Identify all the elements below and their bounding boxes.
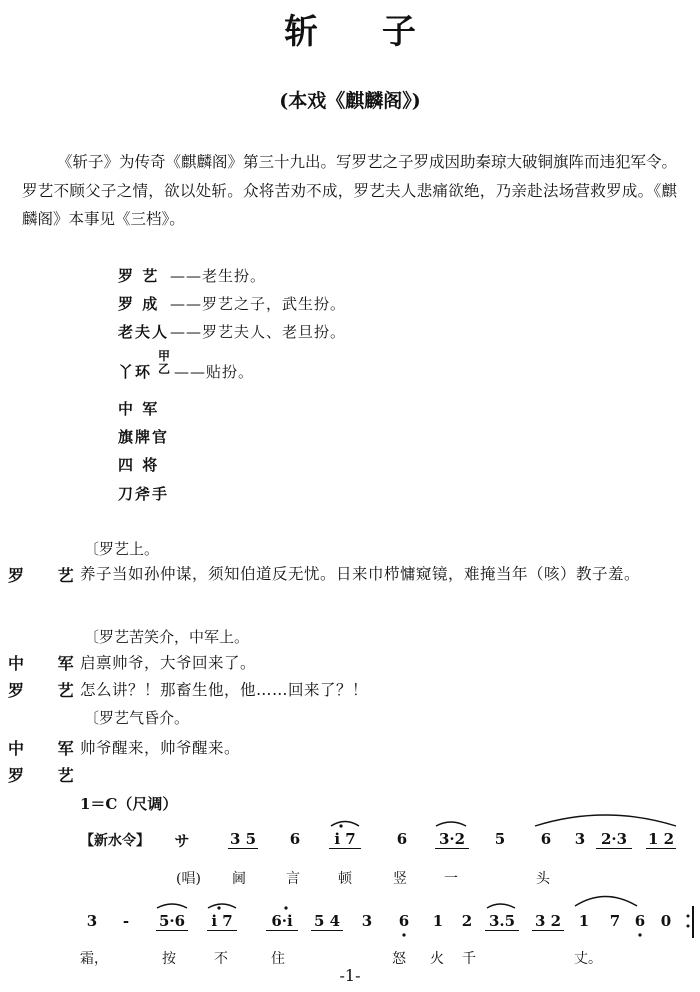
- lyric-syllable: 霜，: [80, 951, 108, 967]
- role-name: 中 军: [118, 400, 160, 418]
- jianpu-note: 6: [396, 830, 408, 848]
- stage-direction: 〔罗艺上。: [84, 540, 160, 558]
- lyric-syllable: 按: [162, 951, 176, 967]
- music-key: 1＝C（尺调）: [80, 795, 178, 813]
- lyric-syllable: 怒: [392, 951, 406, 967]
- jianpu-note: 3·2: [435, 830, 469, 849]
- end-dot: [687, 925, 690, 928]
- dialogue-line: 帅爷醒来，帅爷醒来。: [80, 739, 241, 757]
- lyric-syllable: 火: [430, 951, 444, 967]
- jianpu-note: 5·6: [156, 912, 188, 931]
- jianpu-note: 6: [540, 830, 552, 848]
- jianpu-note: i 7: [207, 912, 237, 931]
- role-name: 刀斧手: [118, 485, 170, 503]
- role-name: 四 将: [118, 456, 160, 474]
- intro-text: 《斩子》为传奇《麒麟阁》第三十九出。写罗艺之子罗成因助秦琼大破铜旗阵而违犯军令。罗艺不顾父子之情，欲以处斩。众将苦劝不成，罗艺夫人悲痛欲绝，乃亲赴法场营救罗成。《麒麟阁》本事见《三档》。: [22, 153, 678, 228]
- octave-dot: [284, 906, 287, 909]
- octave-dot: [402, 933, 405, 936]
- slur-mark: [208, 904, 236, 908]
- role-desc: ——贴扮。: [174, 363, 255, 381]
- jianpu-note: 3: [361, 912, 373, 930]
- lyric-syllable: 头: [536, 871, 550, 887]
- stage-direction: 〔罗艺气昏介。: [84, 709, 190, 727]
- dialogue-line: 养子当如孙仲谋，须知伯道反无忧。日来巾栉慵窥镜，难掩当年（咳）教子羞。: [80, 565, 641, 583]
- jianpu-note: 6: [398, 912, 410, 930]
- jianpu-note: 3 5: [229, 830, 257, 848]
- slur-mark: [535, 815, 676, 826]
- lyric-syllable: 言: [286, 871, 300, 887]
- role-sub: 乙: [158, 362, 171, 376]
- jianpu-note: i 7: [329, 830, 361, 849]
- lyric-syllable: (唱): [176, 871, 201, 887]
- lyric-syllable: 丈。: [574, 951, 602, 967]
- speaker-label: 中 军: [8, 654, 88, 673]
- slur-mark: [575, 897, 637, 907]
- lyric-syllable: 顿: [338, 871, 352, 887]
- jianpu-note: 2: [461, 912, 473, 930]
- role-name: 罗 艺: [118, 267, 160, 285]
- lyric-syllable: 阃: [232, 871, 246, 887]
- jianpu-note: -: [122, 912, 130, 930]
- lyric-syllable: 竖: [393, 871, 407, 887]
- role-name: 老夫人: [118, 323, 170, 341]
- stage-direction: 〔罗艺苦笑介，中军上。: [84, 628, 250, 646]
- slur-mark: [436, 822, 466, 826]
- role-name: 旗牌官: [118, 428, 170, 446]
- end-dot: [687, 915, 690, 918]
- jianpu-note: 6·i: [266, 912, 298, 931]
- jianpu-note: 3: [574, 830, 586, 848]
- jianpu-note: 6: [289, 830, 301, 848]
- jianpu-note: 0: [660, 912, 672, 930]
- role-name: 丫环: [118, 363, 153, 381]
- page-number: -1-: [339, 966, 361, 985]
- jianpu-note: 3 2: [532, 912, 564, 931]
- role-desc: ——罗艺夫人、老旦扮。: [170, 323, 347, 341]
- role-name: 罗 成: [118, 295, 160, 313]
- octave-dot: [339, 824, 342, 827]
- octave-dot: [638, 933, 641, 936]
- jianpu-note: 1: [432, 912, 444, 930]
- jianpu-note: 2·3: [596, 830, 632, 849]
- speaker-label: 罗 艺: [8, 566, 88, 585]
- slur-mark: [157, 904, 187, 908]
- speaker-label: 罗 艺: [8, 766, 88, 785]
- jianpu-note: 1: [578, 912, 590, 930]
- jianpu-note: 5: [494, 830, 506, 848]
- lyric-syllable: 一: [444, 871, 458, 887]
- speaker-label: 中 军: [8, 739, 88, 758]
- role-sub: 甲: [158, 349, 171, 363]
- page-subtitle: (本戏《麒麟阁》): [279, 90, 421, 112]
- role-desc: ——罗艺之子，武生扮。: [170, 295, 347, 313]
- jianpu-note: 6: [634, 912, 646, 930]
- octave-dot: [217, 906, 220, 909]
- page-title: 斩 子: [284, 12, 442, 52]
- dialogue-line: 怎么讲？！那畜生他，他……回来了？！: [80, 681, 369, 699]
- speaker-label: 罗 艺: [8, 681, 88, 700]
- jianpu-note: 1 2: [647, 830, 675, 848]
- lyric-syllable: 不: [214, 951, 228, 967]
- jianpu-note: 5 4: [311, 912, 343, 931]
- slur-mark: [487, 904, 515, 908]
- jianpu-note: 3.5: [485, 912, 519, 931]
- dialogue-line: 启禀帅爷，大爷回来了。: [80, 654, 257, 672]
- jianpu-note: 7: [609, 912, 621, 930]
- lyric-syllable: 住: [271, 951, 285, 967]
- qupai-label: 【新水令】: [80, 833, 150, 849]
- jianpu-note: 3: [86, 912, 98, 930]
- lyric-syllable: 千: [462, 951, 476, 967]
- role-desc: ——老生扮。: [170, 267, 267, 285]
- slur-mark: [331, 822, 359, 827]
- jianpu-note: サ: [174, 832, 190, 850]
